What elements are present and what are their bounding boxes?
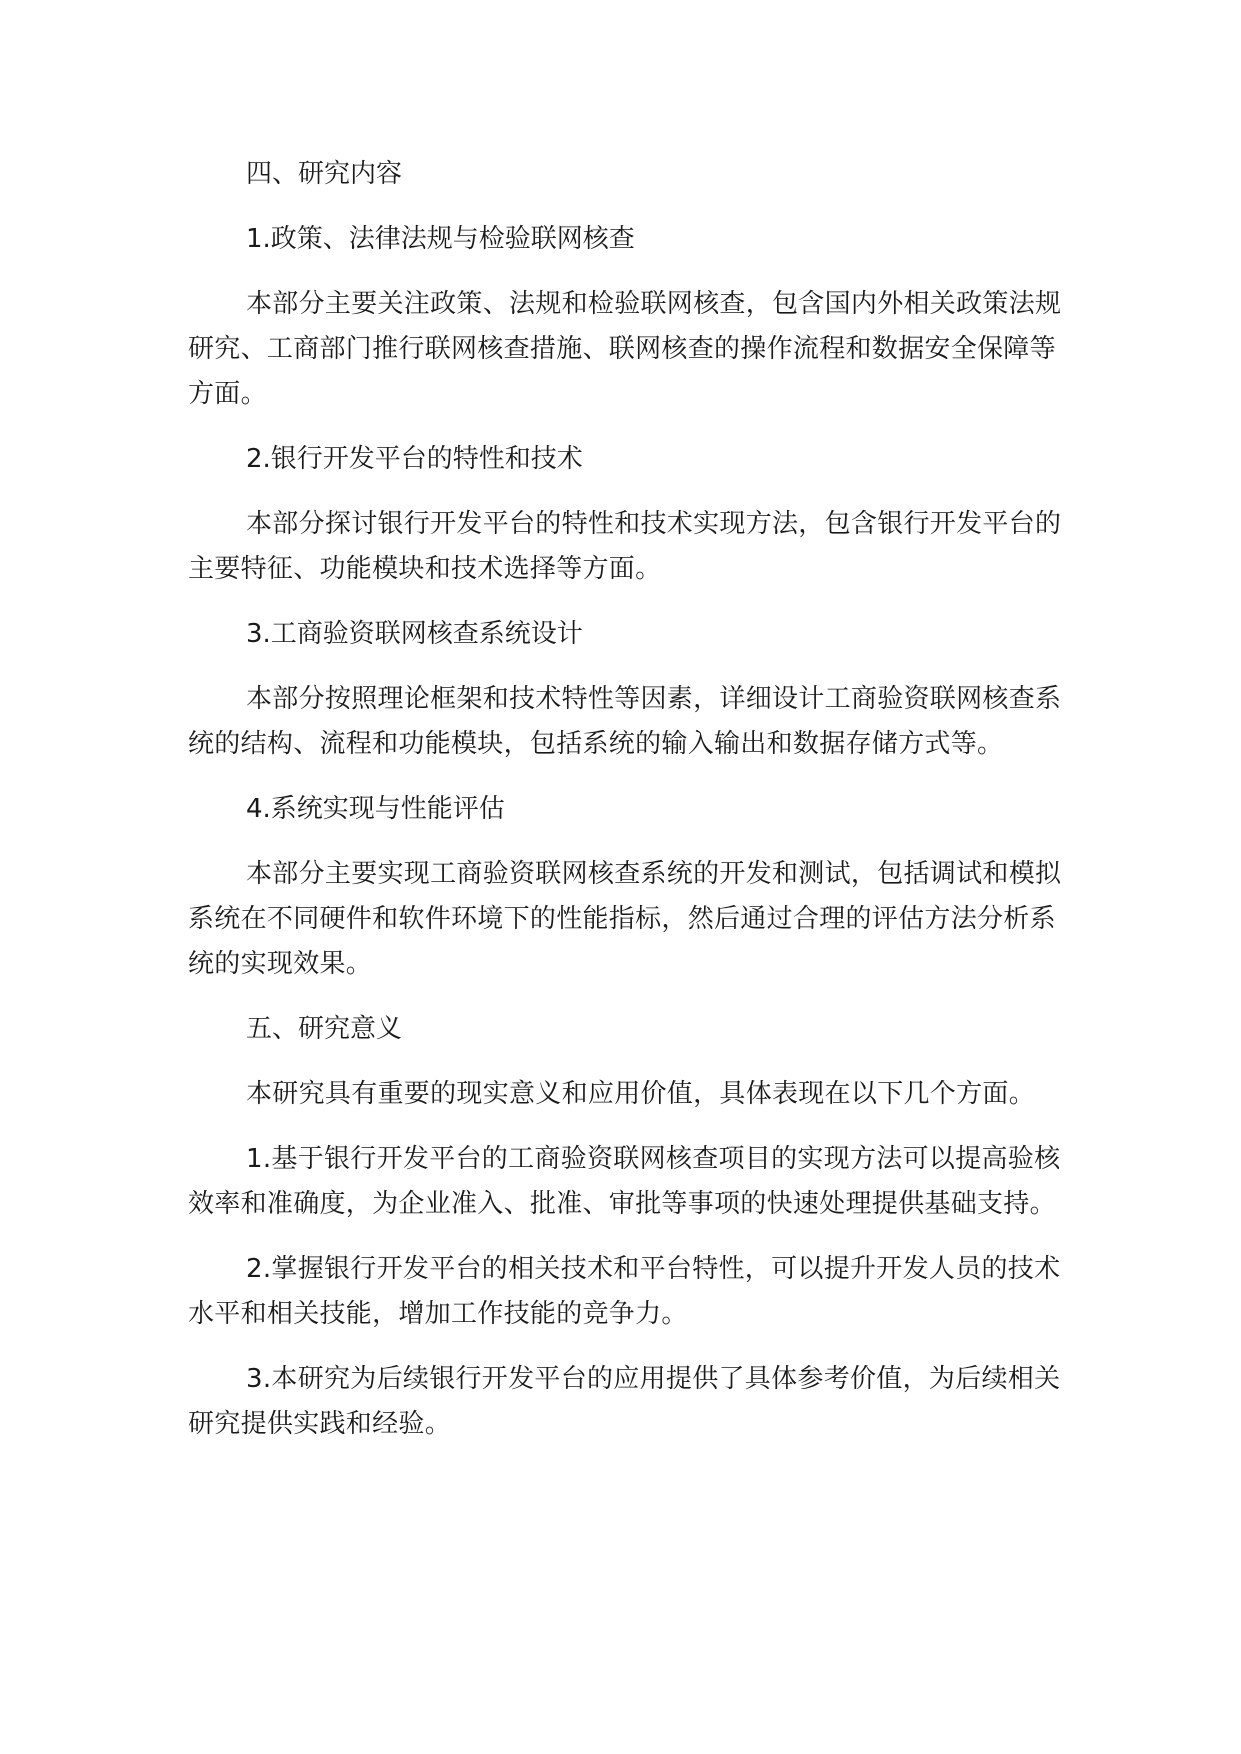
paragraph-system-design: 本部分按照理论框架和技术特性等因素，详细设计工商验资联网核查系统的结构、流程和功能模块，包括系统的输入输出和数据存储方式等。 [188, 684, 1062, 759]
document-page [188, 152, 1068, 1467]
paragraph-implementation: 本部分主要实现工商验资联网核查系统的开发和测试，包括调试和模拟系统在不同硬件和软件环境下的性能指标，然后通过合理的评估方法分析系统的实现效果。 [188, 859, 1062, 979]
paragraph-bank-platform: 本部分探讨银行开发平台的特性和技术实现方法，包含银行开发平台的主要特征、功能模块和技术选择等方面。 [188, 509, 1062, 584]
section-heading-research-content: 四、研究内容 [246, 159, 403, 189]
paragraph-policy-law: 本部分主要关注政策、法规和检验联网核查，包含国内外相关政策法规研究、工商部门推行联网核查措施、联网核查的操作流程和数据安全保障等方面。 [188, 289, 1062, 409]
paragraph-significance-3: 3.本研究为后续银行开发平台的应用提供了具体参考价值，为后续相关研究提供实践和经验。 [188, 1364, 1061, 1439]
subheading-system-design: 3.工商验资联网核查系统设计 [246, 619, 583, 649]
paragraph-significance-1: 1.基于银行开发平台的工商验资联网核查项目的实现方法可以提高验核效率和准确度，为企业准入、批准、审批等事项的快速处理提供基础支持。 [188, 1144, 1061, 1219]
subheading-implementation: 4.系统实现与性能评估 [246, 794, 505, 824]
paragraph-significance-intro: 本研究具有重要的现实意义和应用价值，具体表现在以下几个方面。 [246, 1079, 1036, 1109]
paragraph-significance-2: 2.掌握银行开发平台的相关技术和平台特性，可以提升开发人员的技术水平和相关技能，增加工作技能的竞争力。 [188, 1254, 1061, 1329]
subheading-policy-law: 1.政策、法律法规与检验联网核查 [246, 224, 635, 254]
section-heading-research-significance: 五、研究意义 [246, 1014, 403, 1044]
subheading-bank-platform: 2.银行开发平台的特性和技术 [246, 444, 583, 474]
